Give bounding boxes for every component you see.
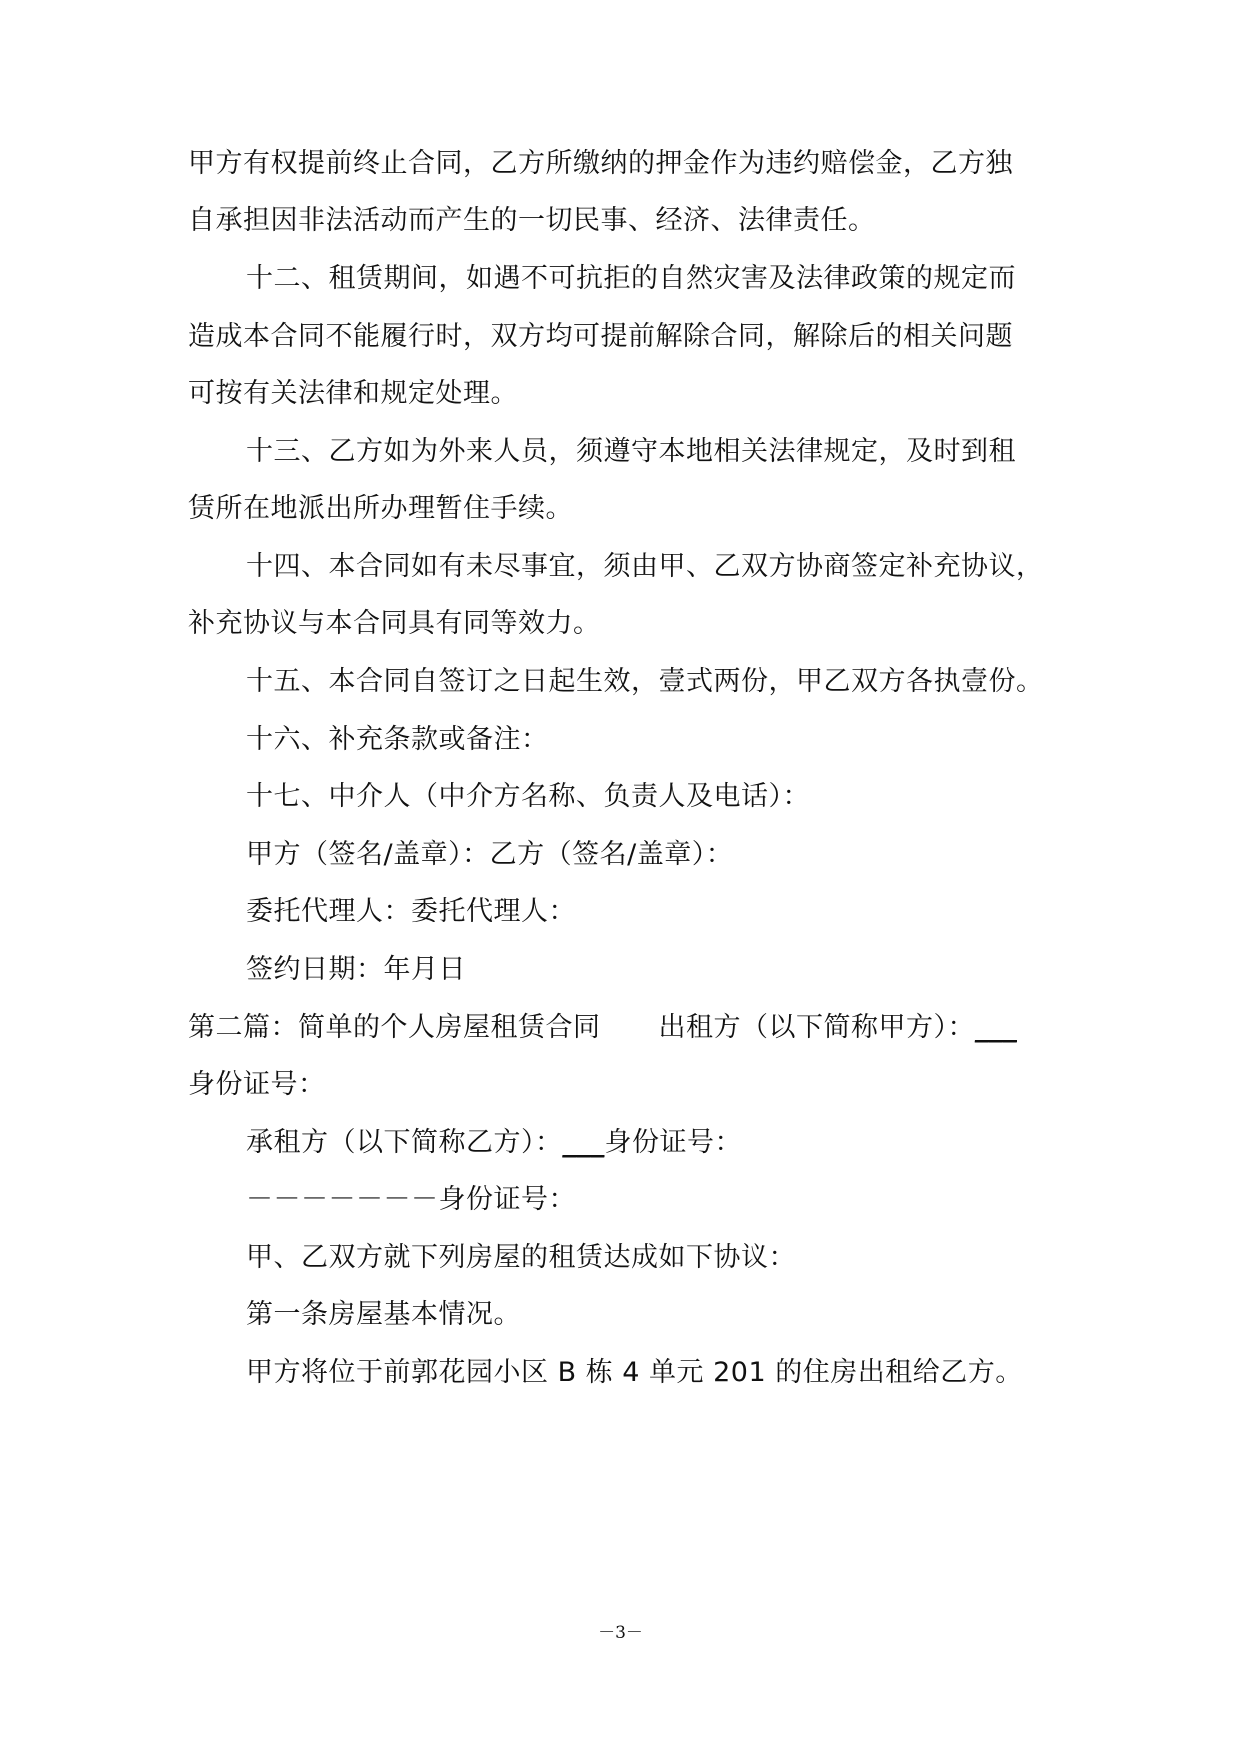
lessee-line: [246, 1125, 742, 1161]
paragraph-line: 赁所在地派出所办理暂住手续。: [188, 493, 573, 524]
lessee-label: 承租方（以下简称乙方）：: [246, 1127, 563, 1158]
paragraph-line: 自承担因非法活动而产生的一切民事、经济、法律责任。: [188, 205, 876, 236]
agreement-intro-line: 甲、乙双方就下列房屋的租赁达成如下协议：: [246, 1242, 796, 1273]
clause-17-line: 十七、中介人（中介方名称、负责人及电话）：: [246, 781, 810, 812]
dash-id-line: －－－－－－－身份证号：: [246, 1184, 576, 1215]
agent-line: 委托代理人：委托代理人：: [246, 896, 576, 927]
article-one-text: 甲方将位于前郭花园小区 B 栋 4 单元 201 的住房出租给乙方。: [246, 1357, 1023, 1388]
clause-15-line: 十五、本合同自签订之日起生效，壹式两份，甲乙双方各执壹份。: [246, 666, 1044, 697]
article-one-title: 第一条房屋基本情况。: [246, 1299, 521, 1330]
clause-12-line: 十二、租赁期间，如遇不可抗拒的自然灾害及法律政策的规定而: [246, 263, 1016, 294]
signature-line: 甲方（签名/盖章）：乙方（签名/盖章）：: [246, 839, 734, 870]
sign-date-line: 签约日期：年月日: [246, 954, 466, 985]
lessor-id-line: 身份证号：: [188, 1069, 326, 1100]
clause-16-line: 十六、补充条款或备注：: [246, 724, 549, 755]
part2-heading-line: [188, 1010, 1017, 1046]
paragraph-line: 甲方有权提前终止合同，乙方所缴纳的押金作为违约赔偿金，乙方独: [188, 148, 1013, 179]
lessee-id-label: 身份证号：: [604, 1127, 742, 1158]
paragraph-line: 造成本合同不能履行时，双方均可提前解除合同，解除后的相关问题: [188, 321, 1013, 352]
page-number: －3－: [598, 1623, 643, 1643]
part2-heading: 第二篇：简单的个人房屋租赁合同: [188, 1012, 601, 1043]
clause-14-line: 十四、本合同如有未尽事宜，须由甲、乙双方协商签定补充协议，: [246, 551, 1044, 582]
lessor-label: 出租方（以下简称甲方）：: [658, 1012, 975, 1043]
lessor-blank: ___: [975, 1012, 1017, 1043]
lessee-blank: ___: [562, 1127, 605, 1158]
paragraph-line: 补充协议与本合同具有同等效力。: [188, 608, 601, 639]
clause-13-line: 十三、乙方如为外来人员，须遵守本地相关法律规定，及时到租: [246, 436, 1016, 467]
paragraph-line: 可按有关法律和规定处理。: [188, 378, 518, 409]
